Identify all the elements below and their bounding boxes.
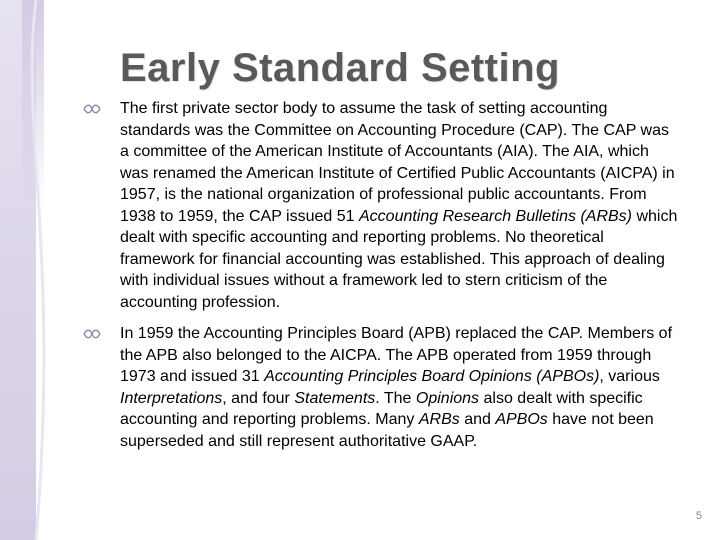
bullet-text-segment: Accounting Research Bulletins (ARBs) <box>359 207 633 225</box>
bullet-text-segment: Accounting Principles Board Opinions (APBOs) <box>264 368 600 385</box>
bullet-text-segment: , and four <box>222 389 295 407</box>
page-number: 5 <box>695 510 702 522</box>
bullet-text-segment: , various <box>599 368 660 385</box>
slide-content <box>120 98 680 462</box>
bullet-text-segment: Interpretations <box>120 389 223 407</box>
bullet-text-segment: The first private sector body to assume the task of setting accounting standards was the Committee on Accounting Procedure (CAP). The CAP was a committee of the American Institute of Accountants (AIA). The AIA, which was renamed the American Institute of Certified Public Accountants (AICPA) in 1957, is the national organization of professional public accountants. From 1938 to 1959, the CAP issued 51 <box>120 100 675 225</box>
bullet-text-segment: . The <box>375 389 416 407</box>
bullet-item <box>120 323 680 452</box>
bullet-glyph-icon <box>83 329 101 339</box>
bullet-text-segment: which dealt with specific accounting and reporting problems. No theoretical framework for financial accounting was established. This approach of dealing with individual issues without a framework led to stern criticism of the accounting profession. <box>120 207 678 311</box>
slide-title: Early Standard Setting <box>120 46 560 90</box>
bullet-text-segment: Statements <box>294 389 376 407</box>
bullet-glyph-icon <box>83 104 101 114</box>
bullet-item <box>120 98 680 313</box>
bullet-text-segment: have not been superseded and still represent authoritative GAAP. <box>120 411 654 450</box>
bullet-text-segment: and <box>459 411 496 428</box>
bullet-text-segment: APBOs <box>495 411 548 428</box>
bullet-text-segment: Opinions <box>415 389 480 407</box>
bullet-text-segment: In 1959 the Accounting Principles Board (APB) replaced the CAP. Members of the APB also belonged to the AICPA. The APB operated from 1959 through 1973 and issued 31 <box>120 325 673 385</box>
bullet-text-segment: also dealt with specific accounting and reporting problems. Many <box>120 389 643 428</box>
bullet-text-segment: ARBs <box>418 411 460 428</box>
